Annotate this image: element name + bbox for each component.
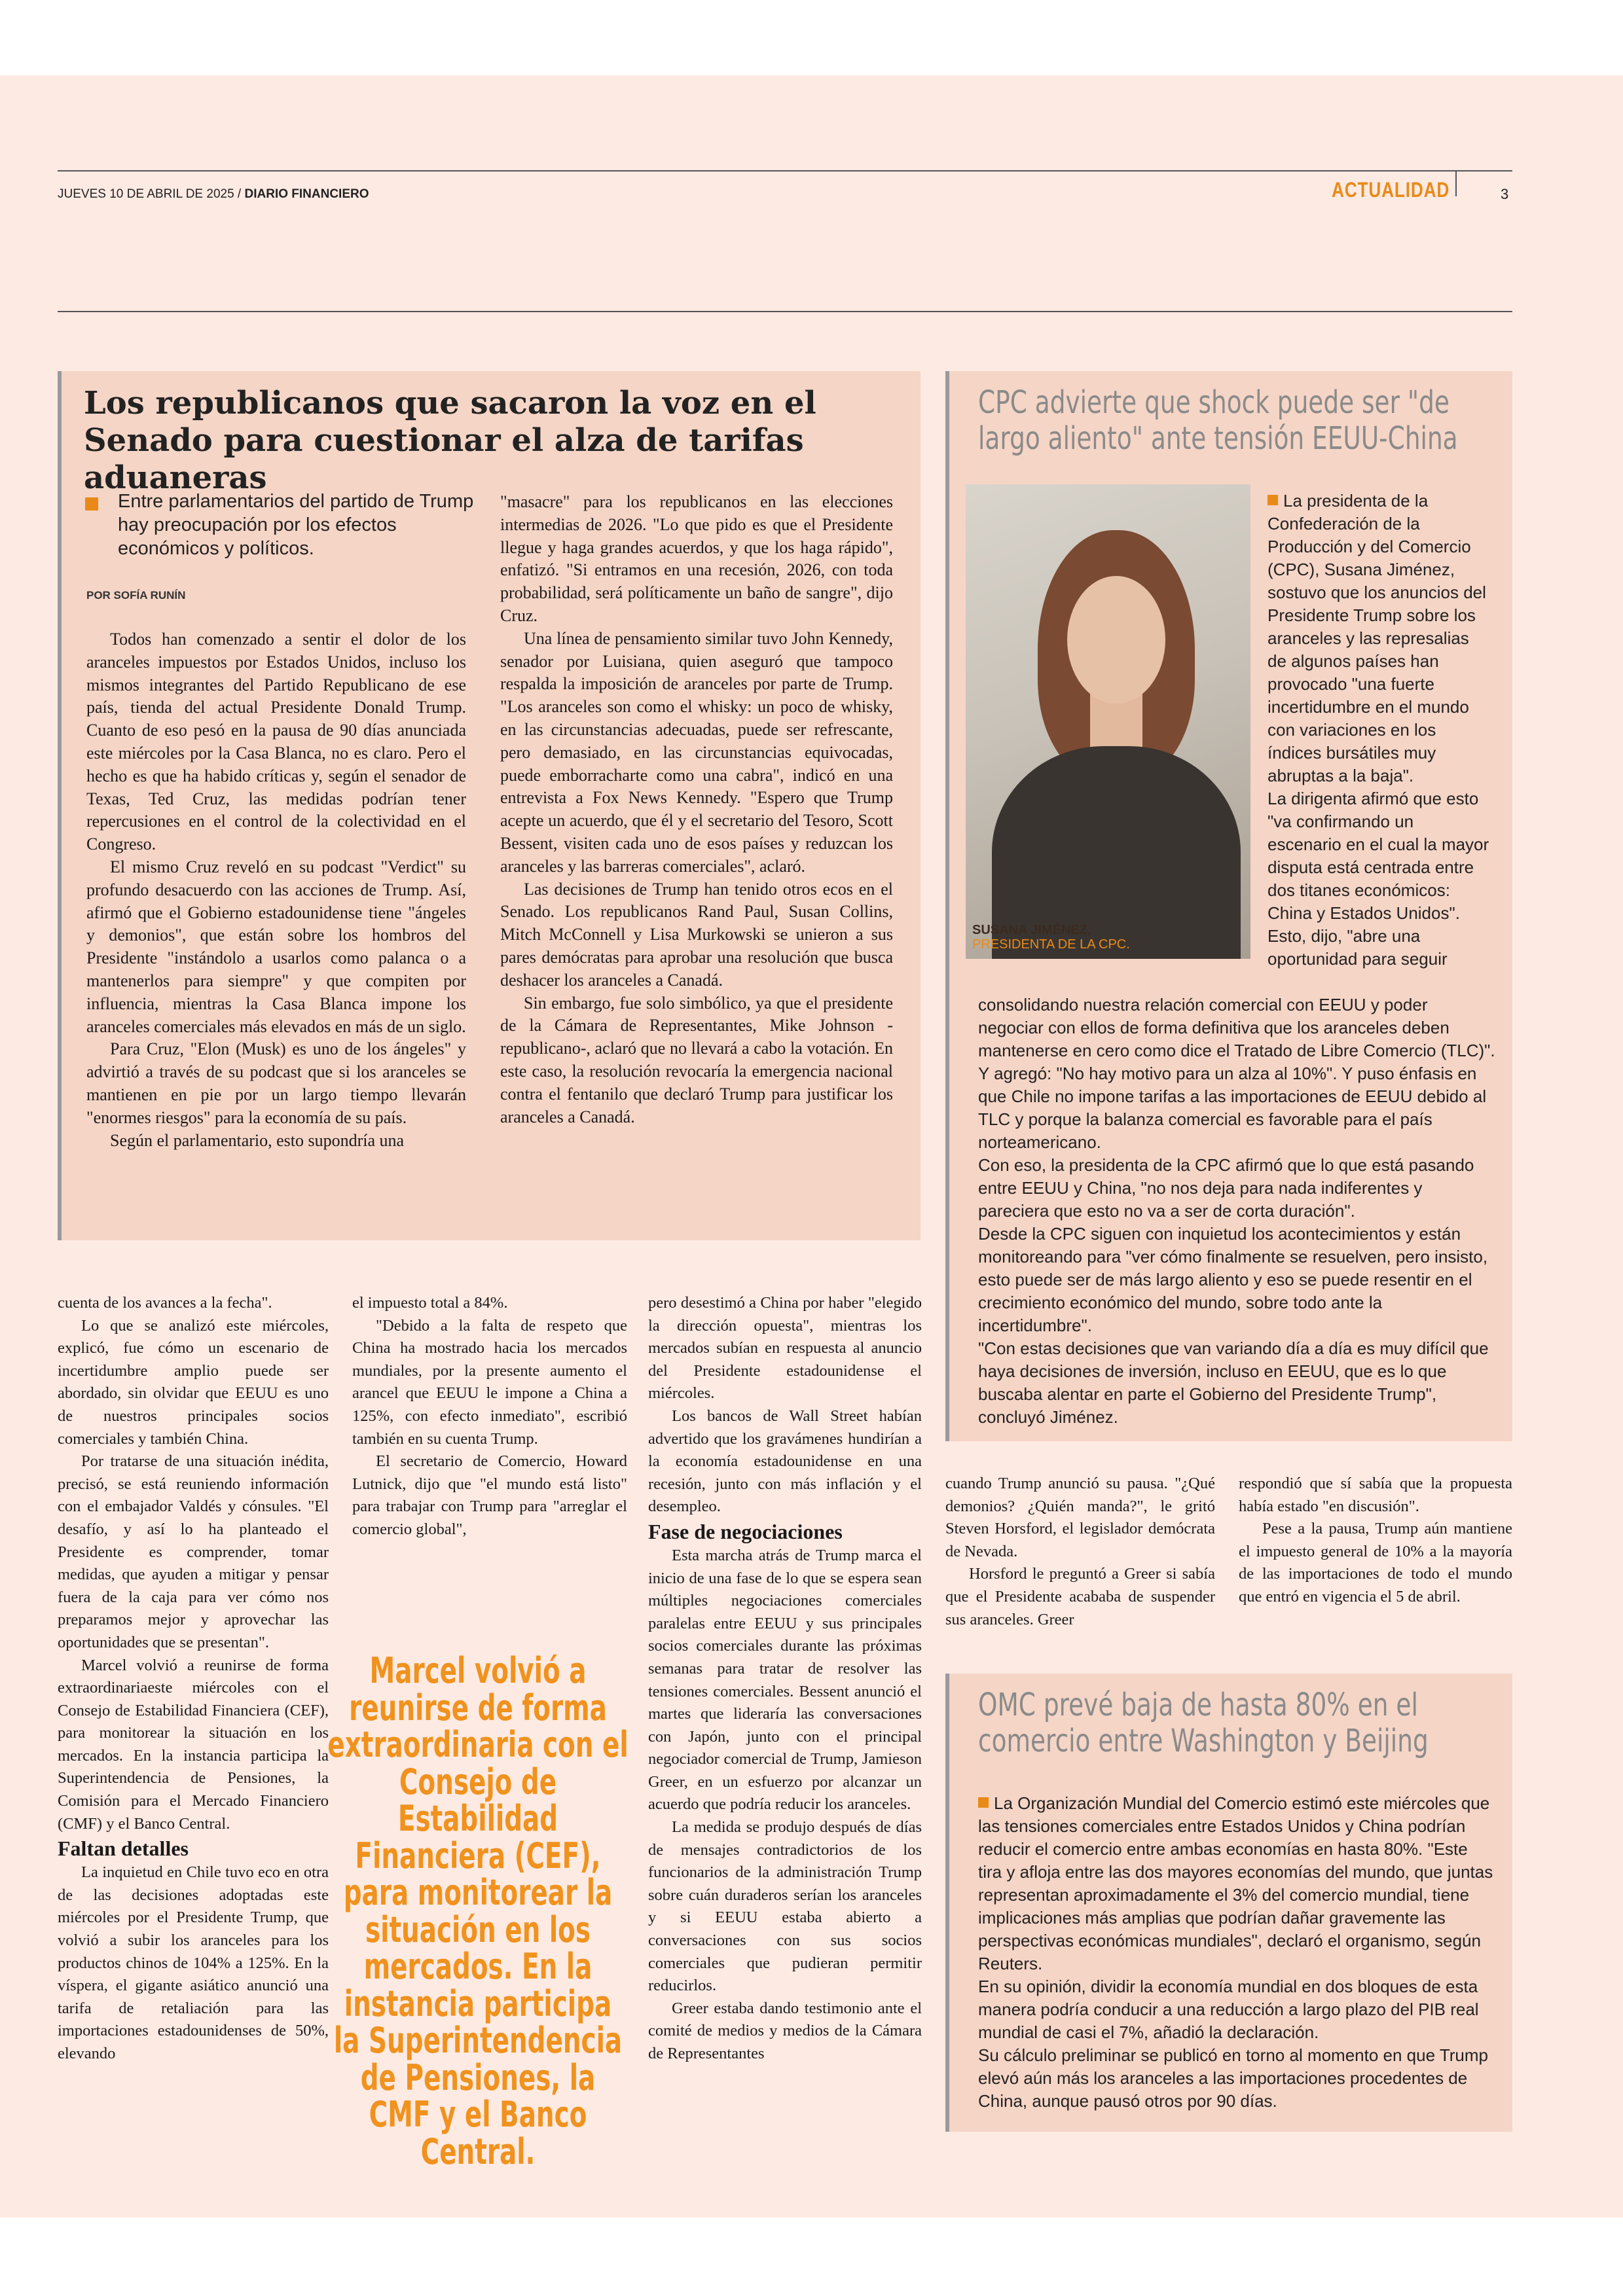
paragraph: consolidando nuestra relación comercial con EEUU y poder negociar con ellos de forma definitiva que los aranceles deben mantenerse en cero como dice el Tratado de Libre Comercio (TLC)". Y agregó: "No hay motivo para un alza al 10%". Y puso énfasis en que Chile no impone tarifas a las importaciones de EEUU debido al TLC y porque la balanza comercial es favorable para el país norteamericano. [978,995,1495,1152]
lower-article-column-1 [58,1292,329,2066]
paragraph: cuando Trump anunció su pausa. "¿Qué demonios? ¿Quién manda?", le gritó Steven Horsford, el legislador demócrata de Nevada. [945,1475,1215,1560]
omc-bullet-icon [978,1797,989,1808]
paragraph: Esta marcha atrás de Trump marca el inicio de una fase de lo que se espera sean múltiples negociaciones comerciales paralelas entre EEUU y sus principales socios comerciales durante las próximas semanas para tratar de resolver las tensiones comerciales. Bessent anunció el martes que lideraría las conversaciones con Japón, junto con el principal negociador comercial de Trump, Jamieson Greer, en un esfuerzo por alcanzar un acuerdo que podría reducir los aranceles. [648,1546,922,1814]
main-article-byline: POR SOFÍA RUNÍN [86,589,186,601]
paragraph: La medida se produjo después de días de mensajes contradictorios de los funcionarios de la administración Trump sobre cuán duraderos serían los aranceles y si EEUU estaba abierto a conversaciones con sus socios comerciales que pudieran permitir reducirlos. [648,1818,922,1995]
pull-quote: Marcel volvió a reunirse de forma extraordinaria con el Consejo de Estabilidad Financiera (CEF), para monitorear la situación en los mercados. En la instancia participa la Superintendencia de Pensiones, la CMF y el Banco Central. [327,1650,629,2172]
paragraph: Lo que se analizó este miércoles, explicó, fue cómo un escenario de incertidumbre amplio puede ser abordado, sin olvidar que EEUU es uno de nuestros principales socios comerciales y también China. [58,1316,329,1448]
cpc-bullet-icon [1267,495,1278,505]
paragraph: La dirigenta afirmó que esto "va confirmando un escenario en el cual la mayor disputa está centrada entre dos titanes económicos: China y Estados Unidos". [1267,789,1489,923]
lead-bullet-icon [85,497,98,511]
lower-article-column-4 [945,1473,1215,1631]
paragraph: Su cálculo preliminar se publicó en torno al momento en que Trump elevó aún más los aranceles a las importaciones procedentes de China, aunque pausó otros por 90 días. [978,2045,1488,2111]
header-publication: DIARIO FINANCIERO [244,187,369,201]
cpc-paragraph-1: La presidenta de la Confederación de la Producción y del Comercio (CPC), Susana Jiménez, sostuvo que los anuncios del Presidente Trump sobre los aranceles y las represalias de algunos países han provocado "una fuerte incertidumbre en el mundo con variaciones en los índices bursátiles muy abruptas a la baja". [1267,491,1486,785]
omc-headline: OMC prevé baja de hasta 80% en el comercio entre Washington y Beijing [978,1687,1429,1759]
omc-paragraph-1: La Organización Mundial del Comercio estimó este miércoles que las tensiones comerciales entre Estados Unidos y China podrían reducir el comercio entre ambas economías en hasta 80%. "Este tira y afloja entre las dos mayores economías del mundo, que juntas representan aproximadamente el 3% del comercio mundial, tiene implicaciones más amplias que podrían dañar gravemente las perspectivas económicas mundiales", declaró el organismo, según Reuters. [978,1793,1493,1973]
paragraph: Con eso, la presidenta de la CPC afirmó que lo que está pasando entre EEUU y China, "no nos deja para nada indiferentes y pareciera que esto no va a ser de corta duración". [978,1155,1474,1221]
header-date: JUEVES 10 DE ABRIL DE 2025 / [58,187,242,201]
paragraph [1267,490,1490,787]
paragraph: Todos han comenzado a sentir el dolor de los aranceles impuestos por Estados Unidos, incluso los mismos integrantes del Partido Republicano de ese país, tienda del actual Presidente Donald Trump. Cuanto de eso pesó en la pausa de 90 días anunciada este miércoles por la Casa Blanca, no es claro. Pero el hecho es que ha habido críticas y, según el senador de Texas, Ted Cruz, las medidas podrían tener repercusiones en el control de la colectividad en el Congreso. [86,630,466,854]
lower-article-column-3 [648,1292,922,2066]
paragraph: La inquietud en Chile tuvo eco en otra de las decisiones adoptadas este miércoles por el Presidente Trump, que volvió a subir los aranceles para los productos chinos de 104% a 125%. En la víspera, el gigante asiático anunció una tarifa de retaliación para las importaciones estadounidenses de 50%, elevando [58,1863,329,2062]
susana-jimenez-photo [966,484,1250,959]
header-separator [1455,171,1457,196]
lower-article-column-2 [352,1292,627,1541]
paragraph: Según el parlamentario, esto supondría una [110,1130,405,1150]
cpc-headline: CPC advierte que shock puede ser "de largo aliento" ante tensión EEUU-China [978,384,1458,457]
cpc-wide-column [978,994,1495,1429]
paragraph: cuenta de los avances a la fecha". [58,1294,272,1312]
paragraph: Para Cruz, "Elon (Musk) es uno de los ángeles" y advirtió a través de su podcast que si los aranceles se mantienen en pie por un largo tiempo llevarán "enormes riesgos" para la economía de su país. [86,1039,466,1127]
header-page-number: 3 [1501,186,1509,202]
main-article-headline: Los republicanos que sacaron la voz en el Senado para cuestionar el alza de tarifas aduaneras [84,385,816,496]
header-dateline [58,187,369,202]
paragraph: El mismo Cruz reveló en su podcast "Verdict" su profundo desacuerdo con las acciones de Trump. Así, afirmó que el Gobierno estadounidense tiene "ángeles y demonios", que están sobre los hombros del Presidente "instándolo a usarlos como palanca o a mantenerlos para siempre" y que compiten por influencia, mientras la Casa Blanca impone los aranceles comerciales más elevados en más de un siglo. [86,857,466,1036]
photo-face-shape [1067,576,1165,704]
paragraph: "masacre" para los republicanos en las elecciones intermedias de 2026. "Lo que pido es que el Presidente llegue y haga grandes acuerdos, y que los haga rápido", enfatizó. "Si entramos en una recesión, 2026, con toda probabilidad, será políticamente un baño de sangre", dijo Cruz. [500,492,893,625]
header-bottom-rule [58,311,1512,312]
lower-article-column-5 [1239,1473,1512,1609]
paragraph: Esto, dijo, "abre una oportunidad para seguir [1267,926,1448,969]
paragraph: respondió que sí sabía que la propuesta había estado "en discusión". [1239,1475,1512,1515]
paragraph: Pese a la pausa, Trump aún mantiene el impuesto general de 10% a la mayoría de las importaciones de todo el mundo que entró en vigencia el 5 de abril. [1239,1520,1512,1605]
photo-caption-name: SUSANA JIMÉNEZ, [972,923,1091,937]
paragraph: Los bancos de Wall Street habían advertido que los gravámenes hundirían a la economía estadounidense en una recesión, junto con más inflación y el desempleo. [648,1407,922,1516]
paragraph: El secretario de Comercio, Howard Lutnick, dijo que "el mundo está listo" para trabajar con Trump para "arreglar el comercio global", [352,1452,627,1538]
photo-caption-role: PRESIDENTA DE LA CPC. [972,937,1130,952]
main-article-lead: Entre parlamentarios del partido de Trump hay preocupación por los efectos económicos y políticos. [118,491,474,559]
paragraph: Desde la CPC siguen con inquietud los acontecimientos y están monitoreando para "ver cómo finalmente se resuelven, pero insisto, esto puede ser de más largo aliento y eso se puede resentir en el crecimiento económico del mundo, sobre todo ante la incertidumbre". [978,1224,1488,1335]
paragraph: Marcel volvió a reunirse de forma extraordinariaeste miércoles con el Consejo de Estabilidad Financiera (CEF), para monitorear la situación en los mercados. En la instancia participa la Superintendencia de Pensiones, la Comisión para el Mercado Financiero (CMF) y el Banco Central. [58,1656,329,1833]
pull-quote-area [295,1650,661,2172]
main-article-column-1 [86,628,466,1152]
paragraph: En su opinión, dividir la economía mundial en dos bloques de esta manera podría conducir a una reducción a largo plazo del PIB real mundial de casi el 7%, añadió la declaración. [978,1977,1479,2042]
header-top-rule [58,170,1512,171]
paragraph: Greer estaba dando testimonio ante el comité de medios y medios de la Cámara de Representantes [648,1999,922,2062]
cpc-narrow-column [1267,490,1490,971]
photo-caption [972,923,1130,952]
paragraph: Una línea de pensamiento similar tuvo John Kennedy, senador por Luisiana, quien aseguró que tampoco respalda la imposición de aranceles por parte de Trump. "Los aranceles son como el whisky: un poco de whisky, en las circunstancias adecuadas, puede ser refrescante, pero demasiado, en las circunstancias equivocadas, puede emborracharte como una cabra", indicó en una entrevista a Fox News Kennedy. "Espero que Trump acepte un acuerdo, que él y el secretario del Tesoro, Scott Bessent, visiten cada uno de esos países y reduzcan los aranceles y las barreras comerciales", aclaró. [500,628,893,876]
paragraph: "Debido a la falta de respeto que China ha mostrado hacia los mercados mundiales, por la presente aumento el arancel que EEUU le impone a China a 125%, con efecto inmediato", escribió también en su cuenta Trump. [352,1316,627,1448]
subhead-faltan-detalles: Faltan detalles [58,1837,189,1861]
main-article-column-2 [500,491,893,1128]
paragraph: Sin embargo, fue solo simbólico, ya que el presidente de la Cámara de Representantes, Mike Johnson -republicano-, aclaró que no llevará a cabo la votación. En este caso, la resolución revocaría la emergencia nacional contra el fentanilo que declaró Trump para justificar los aranceles a Canadá. [500,993,893,1126]
paragraph: "Con estas decisiones que van variando día a día es muy difícil que haya decisiones de inversión, incluso en EEUU, que es lo que buscaba alentar en parte el Gobierno del Presidente Trump", concluyó Jiménez. [978,1338,1489,1427]
paragraph: Las decisiones de Trump han tenido otros ecos en el Senado. Los republicanos Rand Paul, Susan Collins, Mitch McConnell y Lisa Murkowski se unieron a sus pares demócratas para aprobar una resolución que busca deshacer los aranceles a Canadá. [500,879,893,990]
paragraph: el impuesto total a 84%. [352,1294,508,1312]
header-section-label: ACTUALIDAD [1332,178,1450,202]
paragraph: pero desestimó a China por haber "elegido la dirección opuesta", mientras los mercados subían en respuesta al anuncio del Presidente estadounidense el miércoles. [648,1294,922,1403]
paragraph [978,1792,1495,1975]
paragraph: Por tratarse de una situación inédita, precisó, se está reuniendo información con el embajador Valdés y cónsules. "El desafío, y así lo ha planteado el Presidente es comprender, tomar medidas, que ayuden a mitigar y pensar fuera de la caja para ver cómo nos preparamos mejor y aprovechar las oportunidades que se presentan". [58,1452,329,1651]
omc-column [978,1792,1495,2113]
paragraph: Horsford le preguntó a Greer si sabía que el Presidente acababa de suspender sus aranceles. Greer [945,1565,1215,1628]
subhead-fase-de-negociaciones: Fase de negociaciones [648,1519,843,1543]
